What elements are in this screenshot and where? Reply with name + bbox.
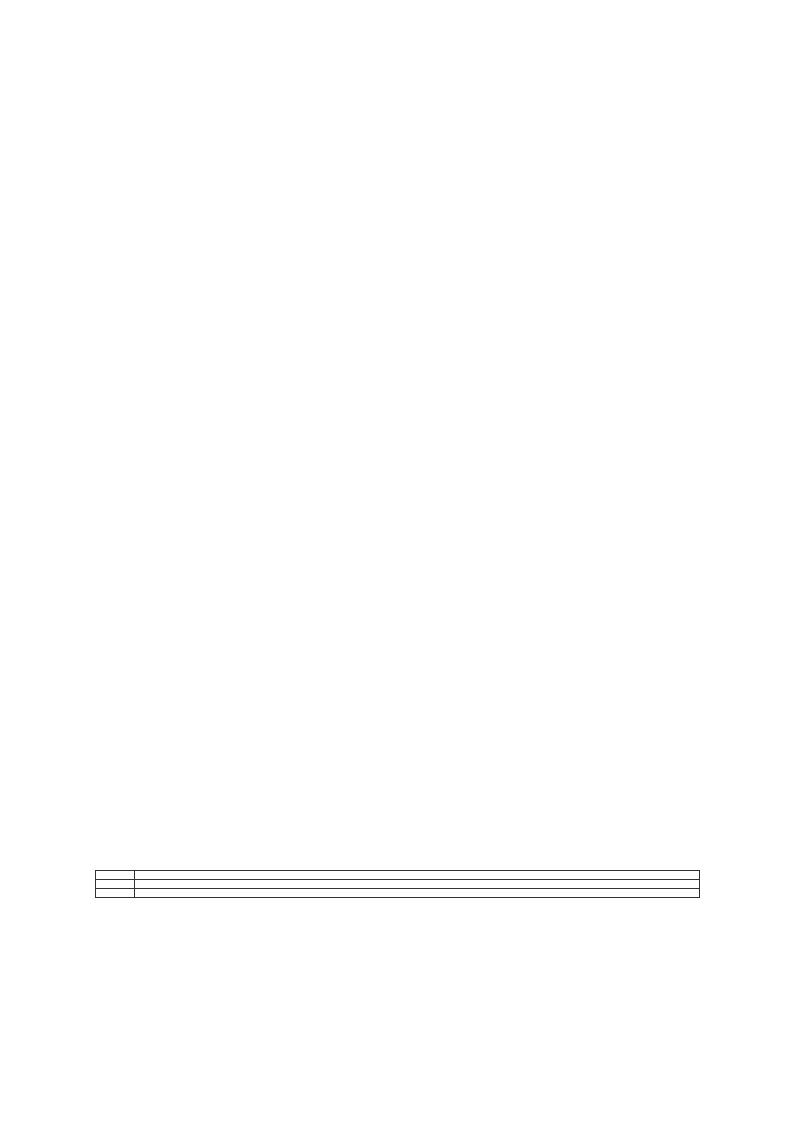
table-header-content xyxy=(135,871,700,880)
row-number xyxy=(96,880,135,889)
table-cell xyxy=(135,889,700,898)
table-row xyxy=(96,880,700,889)
table-cell xyxy=(135,880,700,889)
survey-charts xyxy=(148,520,648,710)
row-number xyxy=(96,889,135,898)
table-header-row xyxy=(96,871,700,880)
table-cell xyxy=(96,871,135,880)
table-row xyxy=(96,889,700,898)
novel-content-table xyxy=(95,870,700,898)
